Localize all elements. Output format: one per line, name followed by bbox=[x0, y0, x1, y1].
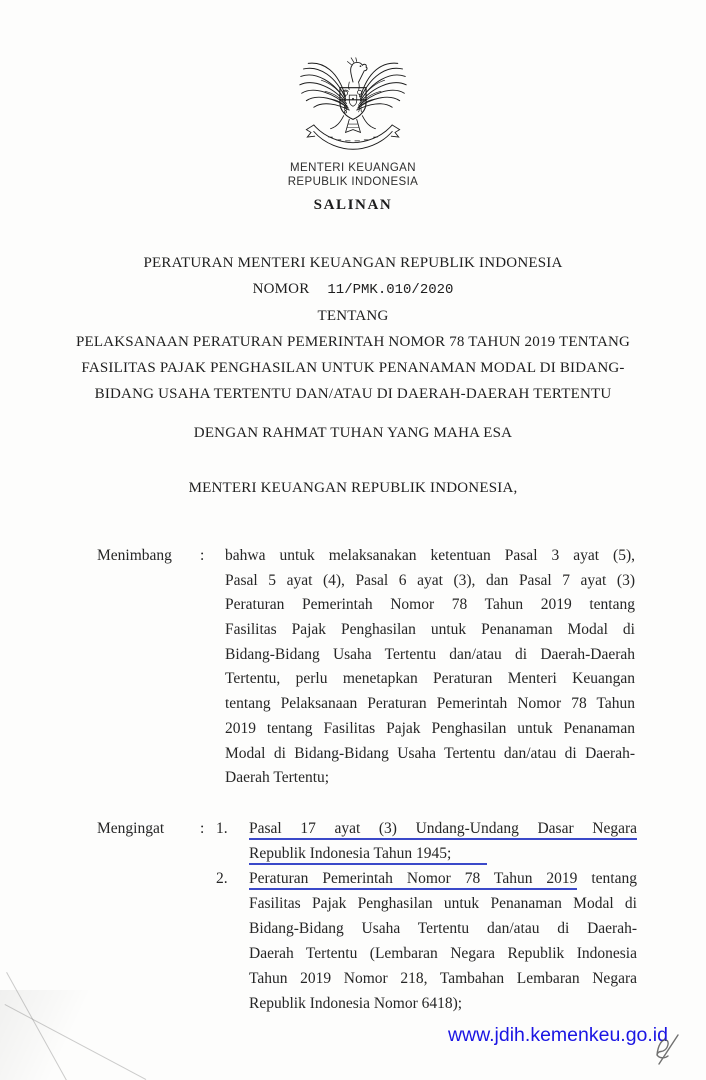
item-number: 1. bbox=[216, 820, 228, 837]
menimbang-body bbox=[225, 544, 635, 791]
body-line: Tertentu, perlu menetapkan Peraturan Menteri Keuangan bbox=[225, 670, 635, 688]
clause-separator: : bbox=[200, 820, 205, 837]
legal-basis-item bbox=[214, 816, 637, 866]
nomor-value: 11/PMK.010/2020 bbox=[327, 282, 454, 298]
link-underline bbox=[249, 863, 487, 865]
authority-line: MENTERI KEUANGAN REPUBLIK INDONESIA, bbox=[188, 480, 518, 496]
body-line: Bidang-Bidang Usaha Tertentu dan/atau di Daerah- bbox=[249, 920, 637, 937]
mengingat-items bbox=[214, 816, 637, 1016]
ministry-name: MENTERI KEUANGAN bbox=[290, 162, 416, 174]
regulation-number-line bbox=[0, 276, 706, 303]
ministry-country: REPUBLIK INDONESIA bbox=[287, 176, 419, 188]
handwritten-initial-mark-icon bbox=[651, 1031, 685, 1067]
item-number: 2. bbox=[216, 870, 228, 887]
body-line: 2019 tentang Fasilitas Pajak Penghasilan untuk Penanaman bbox=[225, 719, 635, 737]
subject-line: FASILITAS PAJAK PENGHASILAN UNTUK PENANAMAN MODAL DI BIDANG- bbox=[81, 360, 625, 376]
body-line: Pasal 5 ayat (4), Pasal 6 ayat (3), dan Pasal 7 ayat (3) bbox=[225, 571, 635, 589]
body-line: Fasilitas Pajak Penghasilan untuk Penanaman Modal di bbox=[225, 621, 635, 639]
body-line: Bidang-Bidang Usaha Tertentu dan/atau di Daerah-Daerah bbox=[225, 645, 635, 663]
menimbang-clause bbox=[97, 544, 635, 791]
letterhead bbox=[0, 54, 706, 214]
copy-label: SALINAN bbox=[313, 197, 393, 213]
link-underline bbox=[249, 838, 637, 840]
menimbang-label: Menimbang bbox=[97, 547, 172, 564]
invocation-line: DENGAN RAHMAT TUHAN YANG MAHA ESA bbox=[193, 425, 513, 441]
item-body bbox=[249, 816, 637, 866]
body-line bbox=[249, 866, 637, 891]
body-line: Daerah Tertentu (Lembaran Negara Republik Indonesia bbox=[249, 945, 637, 962]
mengingat-clause bbox=[97, 816, 635, 1016]
body-line: tentang Pelaksanaan Peraturan Pemerintah Nomor 78 Tahun bbox=[225, 695, 635, 713]
body-line: Daerah Tertentu; bbox=[225, 769, 330, 787]
body-line: Tahun 2019 Nomor 218, Tambahan Lembaran Negara bbox=[249, 970, 637, 987]
item-body bbox=[249, 866, 637, 1016]
body-line: bahwa untuk melaksanakan ketentuan Pasal 3 ayat (5), bbox=[225, 547, 635, 564]
body-line: Republik Indonesia Nomor 6418); bbox=[249, 995, 463, 1012]
garuda-pancasila-icon bbox=[297, 54, 409, 153]
body-text: tentang bbox=[577, 870, 637, 887]
mengingat-label: Mengingat bbox=[97, 820, 165, 837]
legal-reference-link[interactable]: Pasal 17 ayat (3) Undang-Undang Dasar Negara bbox=[249, 816, 637, 841]
regulation-title-line: PERATURAN MENTERI KEUANGAN REPUBLIK INDONESIA bbox=[143, 255, 563, 271]
body-line: Peraturan Pemerintah Nomor 78 Tahun 2019 tentang bbox=[225, 596, 635, 614]
body-line: Modal di Bidang-Bidang Usaha Tertentu dan/atau di Daerah- bbox=[225, 744, 635, 762]
body-line: Fasilitas Pajak Penghasilan untuk Penanaman Modal di bbox=[249, 895, 637, 912]
legal-reference-link[interactable]: Republik Indonesia Tahun 1945; bbox=[249, 841, 637, 866]
regulation-title-block bbox=[0, 250, 706, 501]
legal-reference-link[interactable]: Peraturan Pemerintah Nomor 78 Tahun 2019 bbox=[249, 870, 577, 890]
scan-corner-shade bbox=[0, 990, 90, 1080]
clause-separator: : bbox=[200, 547, 205, 564]
legal-basis-item bbox=[214, 866, 637, 1016]
tentang-label: TENTANG bbox=[317, 308, 389, 324]
subject-line: PELAKSANAAN PERATURAN PEMERINTAH NOMOR 78 TAHUN 2019 TENTANG bbox=[75, 334, 631, 350]
jdih-watermark-link[interactable]: www.jdih.kemenkeu.go.id bbox=[447, 1024, 668, 1046]
subject-line: BIDANG USAHA TERTENTU DAN/ATAU DI DAERAH-DAERAH TERTENTU bbox=[94, 386, 612, 402]
nomor-label: NOMOR bbox=[252, 281, 310, 297]
